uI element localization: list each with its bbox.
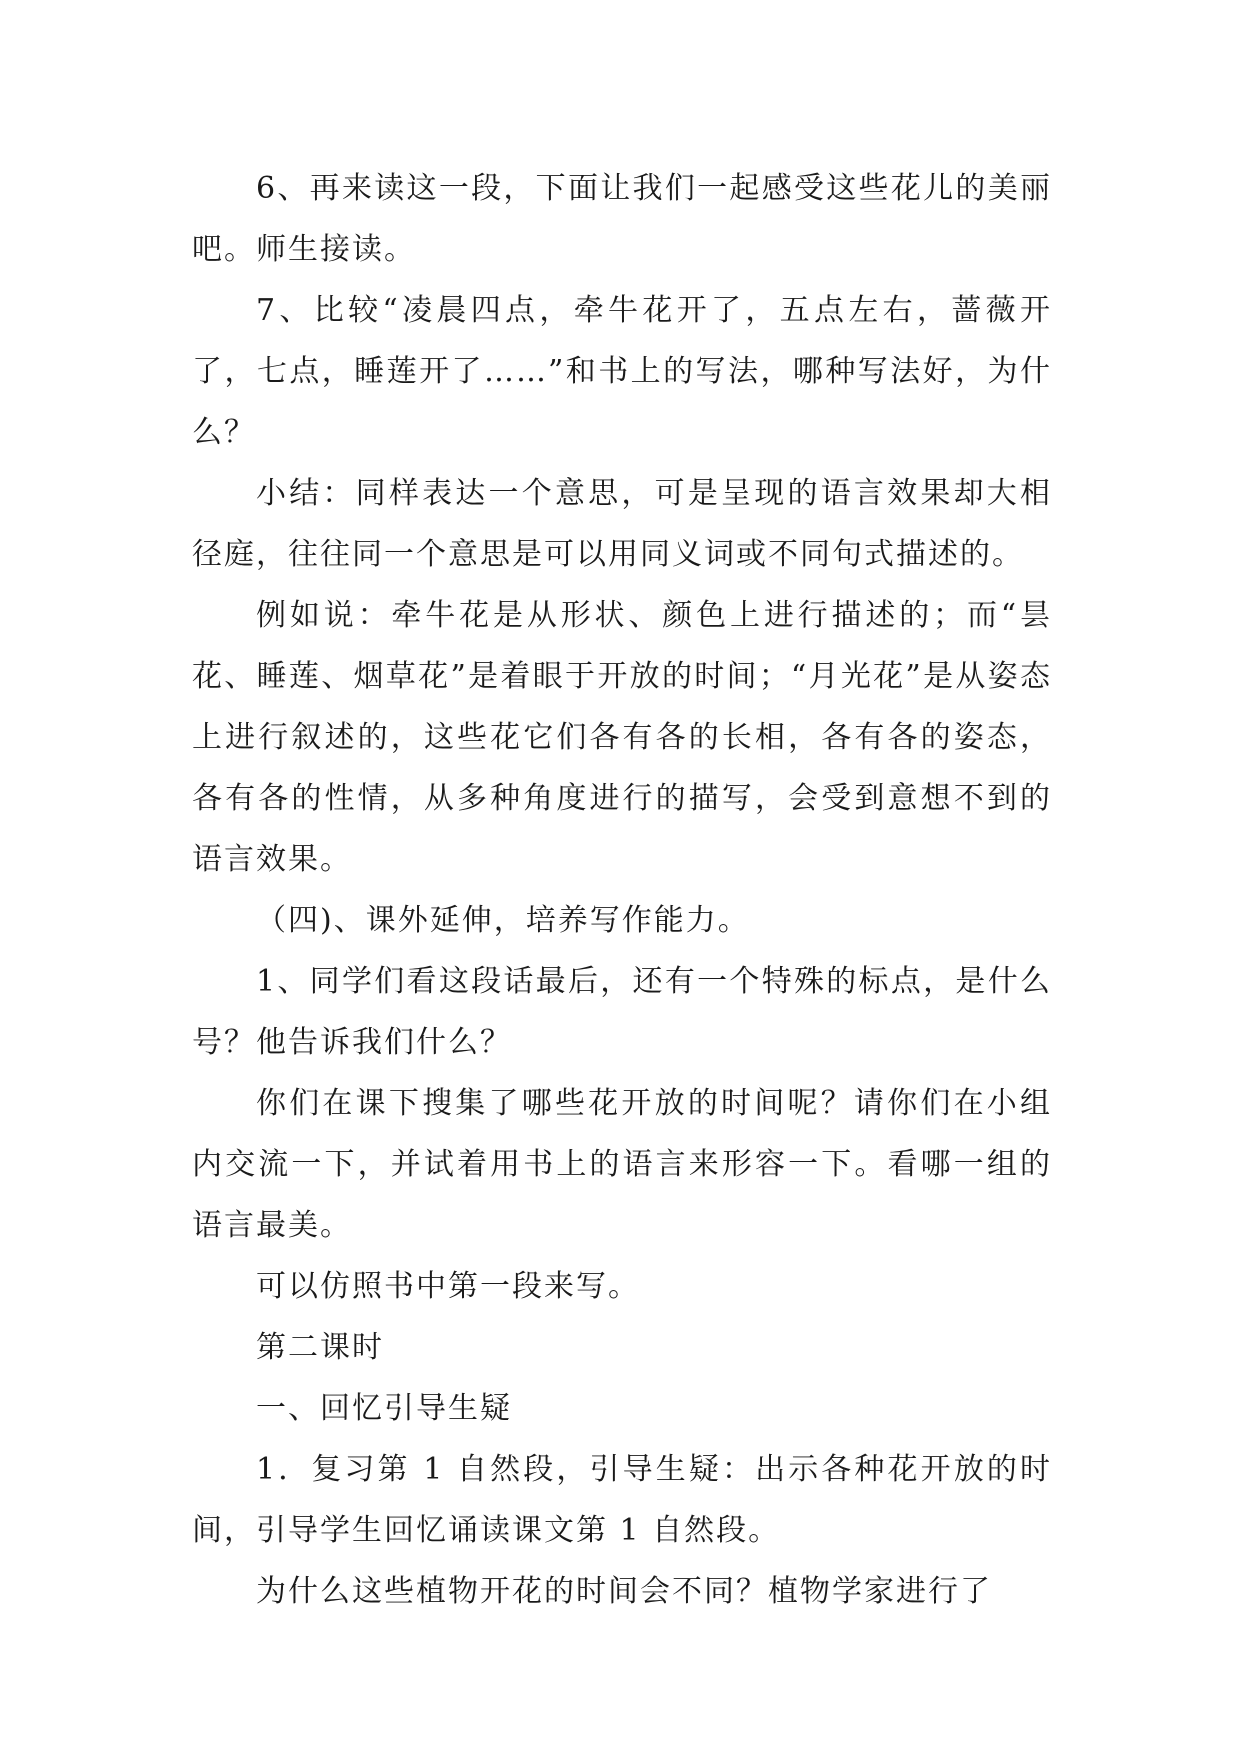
paragraph-review: 1．复习第 1 自然段，引导生疑：出示各种花开放的时间，引导学生回忆诵读课文第 1 自然段。 [192, 1452, 1052, 1548]
paragraph-imitate: 可以仿照书中第一段来写。 [256, 1269, 640, 1304]
section-heading-recall: 一、回忆引导生疑 [256, 1391, 512, 1426]
document-page [192, 158, 1052, 1622]
paragraph-1-punctuation: 1、同学们看这段话最后，还有一个特殊的标点，是什么号？他告诉我们什么？ [192, 964, 1052, 1060]
paragraph-group-discussion: 你们在课下搜集了哪些花开放的时间呢？请你们在小组内交流一下，并试着用书上的语言来形容一下。看哪一组的语言最美。 [192, 1086, 1052, 1243]
paragraph-7: 7、比较“凌晨四点，牵牛花开了，五点左右，蔷薇开了，七点，睡莲开了……”和书上的写法，哪种写法好，为什么？ [192, 293, 1052, 450]
paragraph-question: 为什么这些植物开花的时间会不同？植物学家进行了 [256, 1574, 992, 1609]
paragraph-example: 例如说：牵牛花是从形状、颜色上进行描述的；而“昙花、睡莲、烟草花”是着眼于开放的时间；“月光花”是从姿态上进行叙述的，这些花它们各有各的长相，各有各的姿态，各有各的性情，从多种角度进行的描写，会受到意想不到的语言效果。 [192, 598, 1052, 877]
section-heading-extension: （四)、课外延伸，培养写作能力。 [256, 903, 750, 938]
lesson-heading: 第二课时 [256, 1330, 384, 1365]
paragraph-6: 6、再来读这一段，下面让我们一起感受这些花儿的美丽吧。师生接读。 [192, 171, 1052, 267]
paragraph-summary: 小结：同样表达一个意思，可是呈现的语言效果却大相径庭，往往同一个意思是可以用同义词或不同句式描述的。 [192, 476, 1052, 572]
